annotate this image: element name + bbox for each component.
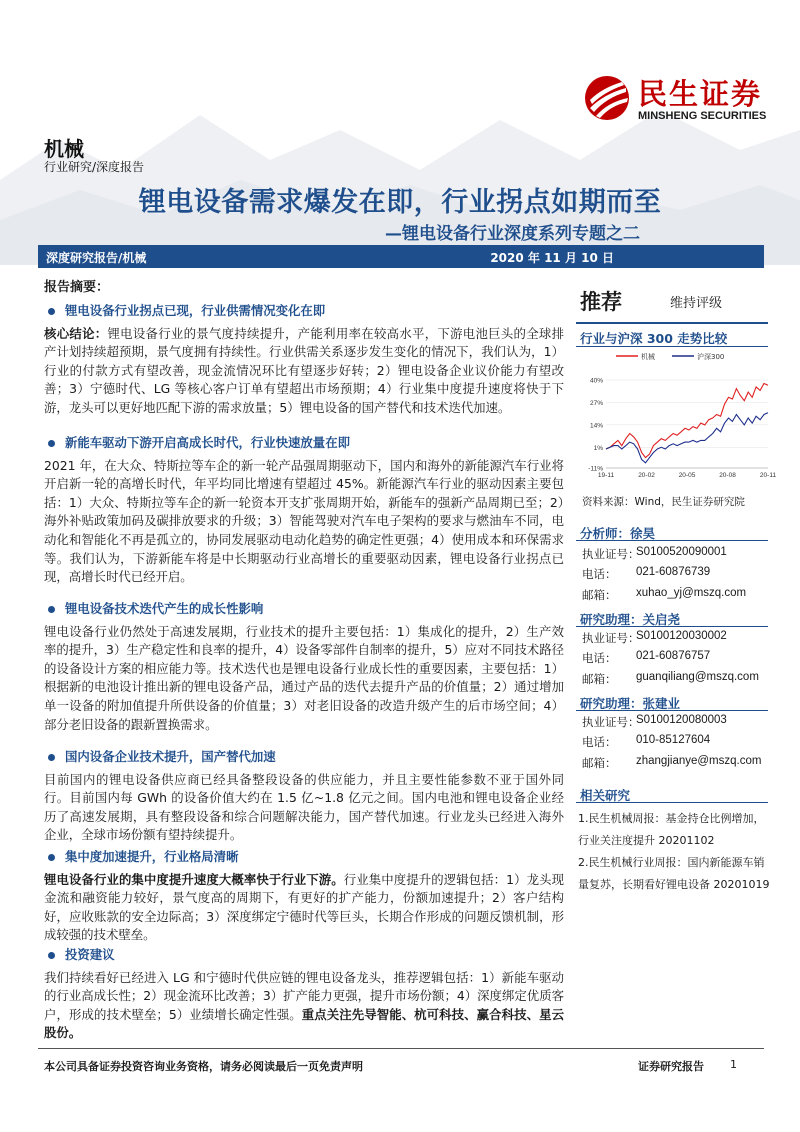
chart-heading: 行业与沪深 300 走势比较 — [580, 331, 728, 346]
bullet-icon — [48, 308, 55, 315]
analyst-heading: 研究助理：关启尧 — [580, 612, 681, 627]
related-research-heading: 相关研究 — [580, 788, 631, 803]
rating-box — [576, 282, 768, 324]
series-line — [606, 384, 768, 458]
bullet-icon — [48, 606, 55, 613]
y-tick-label: 40% — [589, 377, 603, 385]
chart-source: 资料来源：Wind，民生证券研究院 — [582, 496, 745, 508]
logo-text-cn: 民生证券 — [638, 77, 763, 111]
analyst-heading: 研究助理：张建业 — [580, 696, 681, 711]
section-body: 我们持续看好已经进入 LG 和宁德时代供应链的锂电设备龙头，推荐逻辑包括：1）新能车驱动的行业高成长性；2）现金流环比改善；3）扩产能力更强，提升市场份额；4）深度绑定优质客户，形成的技术壁垒；5）业绩增长确定性强。重点关注先导智能、杭可科技、赢合科技、星云股份。 — [44, 969, 564, 1041]
phone-label: 电话： — [582, 735, 617, 749]
summary-section — [44, 848, 564, 945]
license-number: S0100520090001 — [636, 546, 727, 558]
report-subtitle: —锂电设备行业深度系列专题之二 — [385, 224, 640, 244]
x-tick-label: 20-02 — [638, 472, 655, 479]
email-label: 邮箱： — [582, 756, 617, 770]
section-body: 核心结论：锂电设备行业的景气度持续提升，产能利用率在较高水平，下游电池巨头的全球排产计划持续超预期，景气度拥有持续性。行业供需关系逐步发生变化的情况下，我们认为，1）行业的付款方式有望改善，现金流情况环比有望逐步好转；2）锂电设备企业议价能力有望改善；3）宁德时代、LG 等核心客户订单有望超出市场预期；4）行业集中度提升速度将快于下游，龙头可以更好地匹配下游的需求放量；5）锂电设备的国产替代和技术迭代加速。 — [44, 325, 565, 415]
x-tick-label: 20-08 — [719, 472, 736, 479]
page-number: 1 — [730, 1058, 737, 1071]
y-tick-label: 14% — [589, 422, 603, 430]
section-body: 锂电设备行业的集中度提升速度大概率快于行业下游。行业集中度提升的逻辑包括：1）龙头现金流和融资能力较好，景气度高的周期下，有更好的扩产能力，份额加速提升；2）客户结构好，应收账款的安全边际高；3）深度绑定宁德时代等巨头，长期合作形成的问题反馈机制，形成较强的技术壁垒。 — [44, 871, 565, 943]
section-body: 目前国内的锂电设备供应商已经具备整段设备的供应能力，并且主要性能参数不亚于国外同行。目前国内每 GWh 的设备价值大约在 1.5 亿~1.8 亿元之间。国内电池和锂电设备企业经历了高速发展期，具有整段设备和综合问题解决能力，国产替代加速。行业龙头已经进入海外企业，全球市场份额有望持续提升。 — [44, 771, 564, 843]
legend-label: 机械 — [641, 353, 655, 361]
logo-emblem-icon — [582, 74, 632, 122]
section-heading: 投资建议 — [44, 946, 564, 965]
brand-logo — [582, 72, 782, 132]
phone-label: 电话： — [582, 567, 617, 581]
divider — [576, 802, 768, 803]
sector-label: 机械 — [44, 137, 84, 161]
report-type: 行业研究/深度报告 — [44, 160, 145, 174]
footer-disclaimer: 本公司具备证券投资咨询业务资格，请务必阅读最后一页免责声明 — [44, 1060, 363, 1073]
band-category: 深度研究报告/机械 — [46, 251, 147, 265]
section-body: 锂电设备行业仍然处于高速发展期，行业技术的提升主要包括：1）集成化的提升，2）生产效率的提升，3）生产稳定性和良率的提升，4）设备零部件自制率的提升，5）应对不同技术路径的设备设计方案的相应能力等。技术迭代也是锂电设备行业成长性的重要因素，主要包括：1）根据新的电池设计推出新的锂电设备产品，通过产品的迭代去提升产品的价值量；2）通过增加单一设备的附加值提升所供设备的价值量；3）对老旧设备的改造升级产生的后市场空间；4）部分老旧设备的跟新置换需求。 — [44, 623, 564, 732]
summary-section — [44, 434, 564, 587]
section-heading: 锂电设备技术迭代产生的成长性影响 — [44, 600, 564, 619]
phone-number: 021-60876739 — [636, 566, 711, 578]
section-body: 2021 年，在大众、特斯拉等车企的新一轮产品强周期驱动下，国内和海外的新能源汽车行业将开启新一轮的高增长时代，年平均同比增速有望超过 45%。新能源汽车行业的驱动因素主要包括：1）大众、特斯拉等车企的新一轮资本开支扩张周期开始，新能车的强新产品周期已至；2）海外补贴政策加码及碳排放要求的升级；3）智能驾驶对汽车电子架构的要求与燃油车不同，电动化和智能化不再是孤立的，协同发展驱动电动化趋势的确定性更强；4）使用成本和环保需求等。我们认为，下游新能车将是中长期驱动行业高增长的重要驱动因素，锂电设备行业拐点已现，高增长时代已经开启。 — [44, 457, 564, 585]
section-heading: 国内设备企业技术提升，国产替代加速 — [44, 748, 564, 767]
section-heading: 锂电设备行业拐点已现，行业供需情况变化在即 — [44, 302, 564, 321]
x-tick-label: 20-05 — [678, 472, 696, 479]
section-heading: 新能车驱动下游开启高成长时代，行业快速放量在即 — [44, 434, 564, 453]
y-tick-label: 1% — [593, 444, 603, 452]
related-research-item[interactable]: 1.民生机械周报：基金持仓比例增加，行业关注度提升 20201102 — [578, 812, 765, 847]
analyst-heading: 分析师：徐昊 — [580, 526, 656, 541]
license-label: 执业证号： — [582, 631, 640, 645]
band-date: 2020 年 11 月 10 日 — [490, 251, 614, 265]
email-link[interactable]: xuhao_yj@mszq.com — [636, 587, 747, 599]
header-band — [38, 245, 764, 268]
email-link[interactable]: guanqiliang@mszq.com — [636, 671, 759, 683]
rating-value: 推荐 — [580, 290, 622, 314]
divider — [576, 540, 768, 541]
bullet-icon — [48, 952, 55, 959]
license-label: 执业证号： — [582, 715, 640, 729]
bullet-icon — [48, 440, 55, 447]
x-tick-label: 19-11 — [597, 472, 615, 479]
license-number: S0100120030002 — [636, 630, 727, 642]
y-tick-label: 27% — [589, 399, 603, 407]
phone-number: 010-85127604 — [636, 734, 711, 746]
related-research-item[interactable]: 2.民生机械行业周报：国内新能源车销量复苏，长期看好锂电设备 20201019 — [578, 856, 770, 891]
section-heading: 集中度加速提升，行业格局清晰 — [44, 848, 564, 867]
analyst-contact — [582, 714, 772, 774]
license-number: S0100120080003 — [636, 714, 727, 726]
analyst-contact — [582, 546, 772, 606]
performance-chart — [576, 346, 776, 486]
summary-section — [44, 600, 564, 734]
divider — [576, 710, 768, 711]
phone-label: 电话： — [582, 651, 617, 665]
license-label: 执业证号： — [582, 547, 640, 561]
analyst-contact — [582, 630, 772, 690]
bullet-icon — [48, 754, 55, 761]
summary-heading: 报告摘要： — [44, 280, 110, 295]
rating-status: 维持评级 — [670, 296, 723, 311]
phone-number: 021-60876757 — [636, 650, 711, 662]
y-tick-label: -11% — [588, 465, 603, 473]
footer-divider — [38, 1048, 764, 1049]
report-title: 锂电设备需求爆发在即，行业拐点如期而至 — [138, 187, 662, 218]
summary-section — [44, 946, 564, 1043]
series-line — [606, 413, 768, 463]
logo-text-en: MINSHENG SECURITIES — [638, 110, 767, 122]
email-label: 邮箱： — [582, 588, 617, 602]
email-link[interactable]: zhangjianye@mszq.com — [636, 755, 762, 767]
legend-label: 沪深300 — [697, 353, 725, 361]
bullet-icon — [48, 854, 55, 861]
x-tick-label: 20-11 — [759, 472, 776, 479]
footer-label: 证券研究报告 — [638, 1060, 704, 1073]
summary-section — [44, 748, 564, 845]
divider — [576, 626, 768, 627]
summary-section — [44, 302, 564, 418]
email-label: 邮箱： — [582, 672, 617, 686]
